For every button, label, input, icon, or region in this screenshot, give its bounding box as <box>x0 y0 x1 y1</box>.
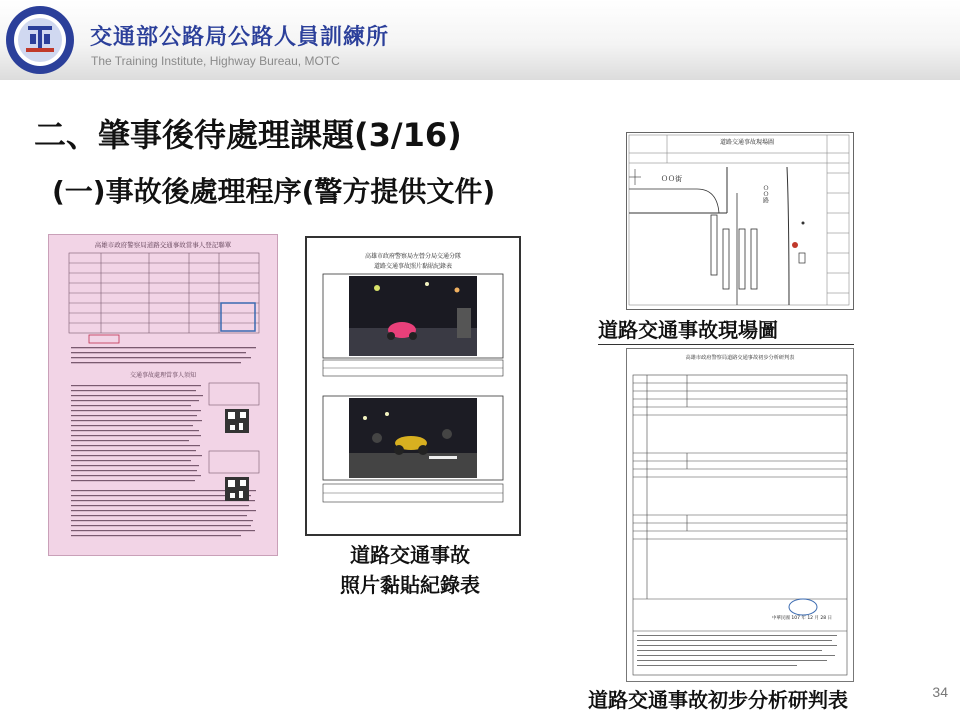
analysis-date-line: 中華民國 107 年 12 月 28 日 <box>771 616 833 621</box>
slide-title: 二、肇事後待處理課題(3/16) <box>34 116 462 154</box>
scene-diagram-image <box>626 132 854 310</box>
scene-road-label: ＯＯ路 <box>761 185 769 203</box>
scene-caption-underline <box>598 344 854 345</box>
photo-record-sheet-image <box>305 236 521 536</box>
analysis-report-image <box>626 348 854 682</box>
photo-record-header-line1: 高雄市政府警察局左營分局交通分隊 <box>364 253 462 260</box>
slide-header <box>0 0 960 80</box>
registration-form-image <box>48 234 278 556</box>
registration-form-title: 高雄市政府警察局道路交通事故當事人登記聯單 <box>94 241 232 249</box>
analysis-report-title: 高雄市政府警察局道路交通事故初步分析研判表 <box>685 355 795 361</box>
org-name-zh: 交通部公路局公路人員訓練所 <box>90 25 390 50</box>
institute-logo <box>4 4 76 76</box>
photo-record-caption-line1: 道路交通事故 <box>350 543 470 567</box>
slide-subtitle: (一)事故後處理程序(警方提供文件) <box>52 175 496 208</box>
org-name-en: The Training Institute, Highway Bureau, MOTC <box>91 54 340 68</box>
analysis-report-caption: 道路交通事故初步分析研判表 <box>588 688 848 712</box>
page-number: 34 <box>932 684 948 700</box>
registration-notice-title: 交通事故處理當事人須知 <box>129 372 197 379</box>
scene-diagram-caption: 道路交通事故現場圖 <box>598 318 778 342</box>
photo-record-header-line2: 道路交通事故照片黏貼紀錄表 <box>373 263 453 270</box>
scene-diagram-title: 道路交通事故現場圖 <box>719 139 775 146</box>
photo-record-caption <box>310 540 510 600</box>
scene-street-label: ＯＯ街 <box>661 175 682 183</box>
photo-record-caption-line2: 照片黏貼紀錄表 <box>340 573 480 597</box>
